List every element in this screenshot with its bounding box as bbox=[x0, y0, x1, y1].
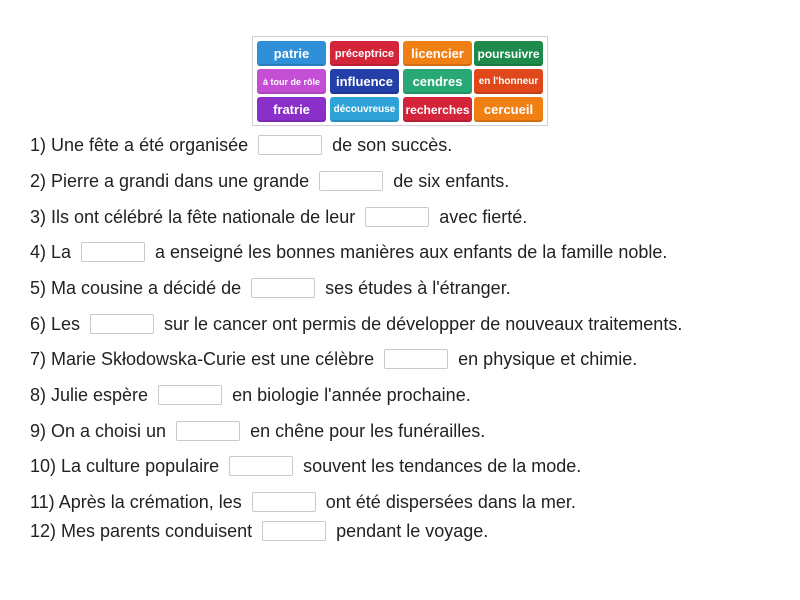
answer-drop-zone[interactable] bbox=[252, 492, 316, 512]
answer-drop-zone[interactable] bbox=[258, 135, 322, 155]
sentence-text-after: en physique et chimie. bbox=[458, 349, 638, 369]
answer-drop-zone[interactable] bbox=[176, 421, 240, 441]
word-tile[interactable]: fratrie bbox=[257, 97, 326, 122]
sentence-row bbox=[30, 170, 509, 192]
sentence-text-after: avec fierté. bbox=[439, 207, 528, 227]
answer-drop-zone[interactable] bbox=[384, 349, 448, 369]
sentence-text-after: ses études à l'étranger. bbox=[325, 278, 511, 298]
sentence-text-after: sur le cancer ont permis de développer de nouveaux traitements. bbox=[164, 314, 683, 334]
sentence-text-before: 11) Après la crémation, les bbox=[30, 492, 242, 512]
sentence-row bbox=[30, 134, 452, 156]
sentence-row bbox=[30, 348, 637, 370]
sentence-text-before: 8) Julie espère bbox=[30, 385, 149, 405]
answer-drop-zone[interactable] bbox=[229, 456, 293, 476]
sentence-row bbox=[30, 491, 576, 513]
sentence-text-after: souvent les tendances de la mode. bbox=[303, 456, 582, 476]
sentence-text-after: pendant le voyage. bbox=[336, 521, 489, 541]
word-tile[interactable]: recherches bbox=[403, 97, 472, 122]
answer-drop-zone[interactable] bbox=[81, 242, 145, 262]
sentence-text-after: en chêne pour les funérailles. bbox=[250, 421, 486, 441]
sentence-row bbox=[30, 455, 581, 477]
sentence-row bbox=[30, 206, 527, 228]
word-tile[interactable]: poursuivre bbox=[474, 41, 543, 66]
sentence-text-after: en biologie l'année prochaine. bbox=[232, 385, 471, 405]
sentence-text-before: 1) Une fête a été organisée bbox=[30, 135, 249, 155]
sentence-text-before: 12) Mes parents conduisent bbox=[30, 521, 253, 541]
sentence-row bbox=[30, 313, 682, 335]
sentence-text-before: 2) Pierre a grandi dans une grande bbox=[30, 171, 310, 191]
answer-drop-zone[interactable] bbox=[158, 385, 222, 405]
sentence-text-after: a enseigné les bonnes manières aux enfants de la famille noble. bbox=[155, 242, 668, 262]
sentence-row bbox=[30, 520, 488, 542]
sentence-text-before: 9) On a choisi un bbox=[30, 421, 167, 441]
sentence-row bbox=[30, 420, 485, 442]
sentence-text-after: de son succès. bbox=[332, 135, 453, 155]
word-tile[interactable]: cercueil bbox=[474, 97, 543, 122]
sentence-text-after: ont été dispersées dans la mer. bbox=[325, 492, 576, 512]
answer-drop-zone[interactable] bbox=[319, 171, 383, 191]
sentence-text-after: de six enfants. bbox=[393, 171, 510, 191]
word-tile[interactable]: en l'honneur bbox=[474, 69, 543, 94]
answer-drop-zone[interactable] bbox=[90, 314, 154, 334]
word-tile[interactable]: à tour de rôle bbox=[257, 69, 326, 94]
word-tile[interactable]: patrie bbox=[257, 41, 326, 66]
word-tile[interactable]: influence bbox=[330, 69, 399, 94]
answer-drop-zone[interactable] bbox=[262, 521, 326, 541]
sentence-row bbox=[30, 384, 471, 406]
sentence-text-before: 3) Ils ont célébré la fête nationale de leur bbox=[30, 207, 356, 227]
sentence-text-before: 6) Les bbox=[30, 314, 81, 334]
sentence-row bbox=[30, 277, 511, 299]
word-tile[interactable]: cendres bbox=[403, 69, 472, 94]
sentence-text-before: 10) La culture populaire bbox=[30, 456, 220, 476]
sentence-text-before: 4) La bbox=[30, 242, 72, 262]
word-tile[interactable]: découvreuse bbox=[330, 97, 399, 122]
sentence-text-before: 7) Marie Skłodowska-Curie est une célèbre bbox=[30, 349, 375, 369]
word-tile[interactable]: préceptrice bbox=[330, 41, 399, 66]
answer-drop-zone[interactable] bbox=[365, 207, 429, 227]
word-bank bbox=[252, 36, 548, 126]
sentence-row bbox=[30, 241, 667, 263]
answer-drop-zone[interactable] bbox=[251, 278, 315, 298]
sentence-text-before: 5) Ma cousine a décidé de bbox=[30, 278, 242, 298]
word-tile[interactable]: licencier bbox=[403, 41, 472, 66]
